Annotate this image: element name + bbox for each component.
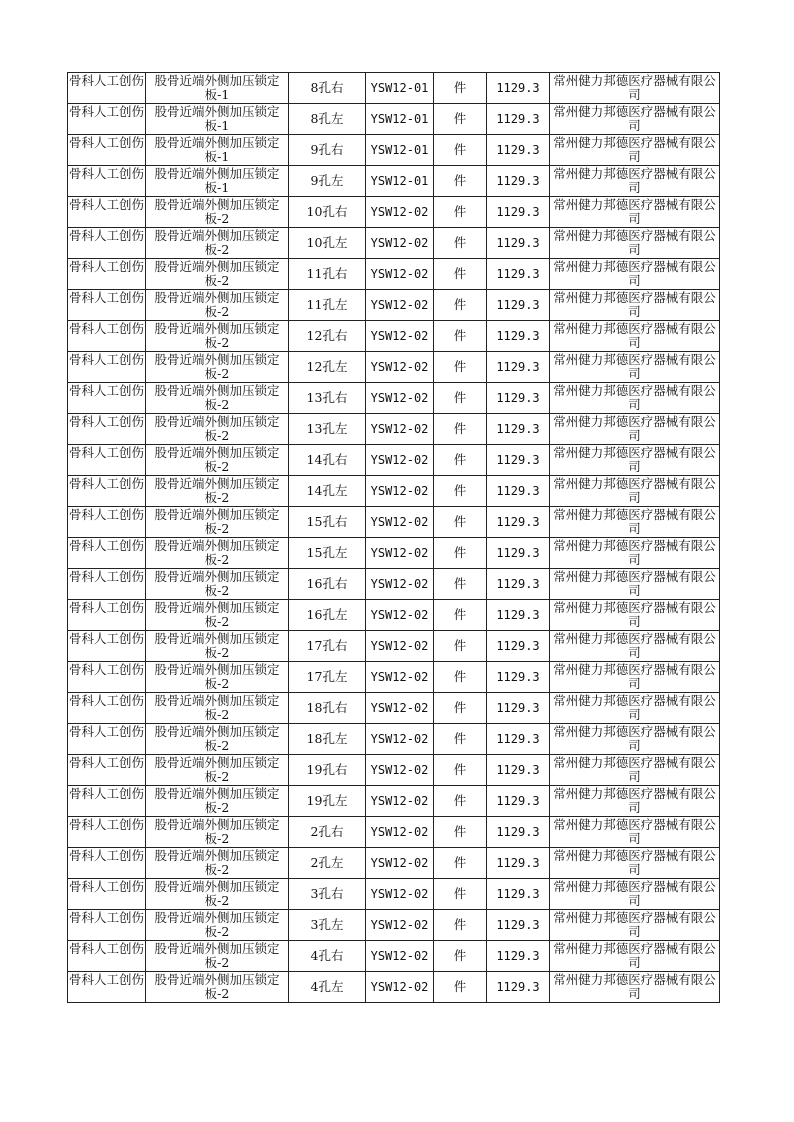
table-row — [68, 600, 720, 631]
table-row — [68, 352, 720, 383]
product-name-cell: 股骨近端外侧加压锁定板-2 — [146, 941, 289, 972]
price-cell: 1129.3 — [487, 135, 550, 166]
spec-cell: 3孔右 — [289, 879, 366, 910]
category-cell: 骨科人工创伤 — [68, 879, 146, 910]
unit-cell: 件 — [434, 383, 487, 414]
product-name-cell: 股骨近端外侧加压锁定板-2 — [146, 197, 289, 228]
manufacturer-cell: 常州健力邦德医疗器械有限公司 — [550, 228, 720, 259]
product-name-cell: 股骨近端外侧加压锁定板-2 — [146, 290, 289, 321]
spec-cell: 13孔左 — [289, 414, 366, 445]
table-row — [68, 631, 720, 662]
price-cell: 1129.3 — [487, 166, 550, 197]
model-cell: YSW12-02 — [366, 414, 434, 445]
spec-cell: 4孔右 — [289, 941, 366, 972]
model-cell: YSW12-02 — [366, 290, 434, 321]
product-name-cell: 股骨近端外侧加压锁定板-2 — [146, 476, 289, 507]
spec-cell: 16孔左 — [289, 600, 366, 631]
product-name-cell: 股骨近端外侧加压锁定板-2 — [146, 755, 289, 786]
manufacturer-cell: 常州健力邦德医疗器械有限公司 — [550, 73, 720, 104]
table-row — [68, 166, 720, 197]
product-name-cell: 股骨近端外侧加压锁定板-2 — [146, 569, 289, 600]
category-cell: 骨科人工创伤 — [68, 662, 146, 693]
price-cell: 1129.3 — [487, 910, 550, 941]
manufacturer-cell: 常州健力邦德医疗器械有限公司 — [550, 104, 720, 135]
spec-cell: 14孔左 — [289, 476, 366, 507]
spec-cell: 16孔右 — [289, 569, 366, 600]
product-name-cell: 股骨近端外侧加压锁定板-2 — [146, 662, 289, 693]
manufacturer-cell: 常州健力邦德医疗器械有限公司 — [550, 290, 720, 321]
price-cell: 1129.3 — [487, 321, 550, 352]
table-row — [68, 662, 720, 693]
model-cell: YSW12-01 — [366, 135, 434, 166]
table-row — [68, 73, 720, 104]
product-name-cell: 股骨近端外侧加压锁定板-2 — [146, 414, 289, 445]
table-row — [68, 383, 720, 414]
table-row — [68, 755, 720, 786]
model-cell: YSW12-02 — [366, 445, 434, 476]
table-row — [68, 569, 720, 600]
category-cell: 骨科人工创伤 — [68, 910, 146, 941]
model-cell: YSW12-02 — [366, 383, 434, 414]
unit-cell: 件 — [434, 879, 487, 910]
unit-cell: 件 — [434, 476, 487, 507]
spec-cell: 2孔右 — [289, 817, 366, 848]
price-cell: 1129.3 — [487, 941, 550, 972]
spec-cell: 9孔右 — [289, 135, 366, 166]
table-row — [68, 693, 720, 724]
model-cell: YSW12-01 — [366, 166, 434, 197]
manufacturer-cell: 常州健力邦德医疗器械有限公司 — [550, 476, 720, 507]
price-cell: 1129.3 — [487, 569, 550, 600]
model-cell: YSW12-02 — [366, 941, 434, 972]
unit-cell: 件 — [434, 259, 487, 290]
price-cell: 1129.3 — [487, 383, 550, 414]
model-cell: YSW12-02 — [366, 259, 434, 290]
model-cell: YSW12-01 — [366, 104, 434, 135]
model-cell: YSW12-02 — [366, 538, 434, 569]
price-cell: 1129.3 — [487, 662, 550, 693]
product-name-cell: 股骨近端外侧加压锁定板-2 — [146, 972, 289, 1003]
spec-cell: 4孔左 — [289, 972, 366, 1003]
manufacturer-cell: 常州健力邦德医疗器械有限公司 — [550, 383, 720, 414]
price-cell: 1129.3 — [487, 73, 550, 104]
model-cell: YSW12-02 — [366, 910, 434, 941]
manufacturer-cell: 常州健力邦德医疗器械有限公司 — [550, 848, 720, 879]
model-cell: YSW12-02 — [366, 724, 434, 755]
spec-cell: 8孔左 — [289, 104, 366, 135]
price-cell: 1129.3 — [487, 972, 550, 1003]
model-cell: YSW12-02 — [366, 972, 434, 1003]
unit-cell: 件 — [434, 228, 487, 259]
price-cell: 1129.3 — [487, 352, 550, 383]
category-cell: 骨科人工创伤 — [68, 848, 146, 879]
price-cell: 1129.3 — [487, 104, 550, 135]
category-cell: 骨科人工创伤 — [68, 786, 146, 817]
model-cell: YSW12-02 — [366, 321, 434, 352]
price-cell: 1129.3 — [487, 817, 550, 848]
model-cell: YSW12-02 — [366, 879, 434, 910]
product-name-cell: 股骨近端外侧加压锁定板-2 — [146, 259, 289, 290]
manufacturer-cell: 常州健力邦德医疗器械有限公司 — [550, 414, 720, 445]
table-row — [68, 135, 720, 166]
unit-cell: 件 — [434, 848, 487, 879]
spec-cell: 15孔右 — [289, 507, 366, 538]
model-cell: YSW12-02 — [366, 228, 434, 259]
manufacturer-cell: 常州健力邦德医疗器械有限公司 — [550, 569, 720, 600]
product-name-cell: 股骨近端外侧加压锁定板-2 — [146, 910, 289, 941]
product-name-cell: 股骨近端外侧加压锁定板-2 — [146, 879, 289, 910]
category-cell: 骨科人工创伤 — [68, 631, 146, 662]
price-cell: 1129.3 — [487, 507, 550, 538]
model-cell: YSW12-02 — [366, 848, 434, 879]
product-name-cell: 股骨近端外侧加压锁定板-2 — [146, 817, 289, 848]
price-cell: 1129.3 — [487, 724, 550, 755]
category-cell: 骨科人工创伤 — [68, 817, 146, 848]
category-cell: 骨科人工创伤 — [68, 724, 146, 755]
product-name-cell: 股骨近端外侧加压锁定板-2 — [146, 445, 289, 476]
unit-cell: 件 — [434, 538, 487, 569]
unit-cell: 件 — [434, 414, 487, 445]
spec-cell: 12孔右 — [289, 321, 366, 352]
manufacturer-cell: 常州健力邦德医疗器械有限公司 — [550, 321, 720, 352]
manufacturer-cell: 常州健力邦德医疗器械有限公司 — [550, 817, 720, 848]
price-cell: 1129.3 — [487, 755, 550, 786]
manufacturer-cell: 常州健力邦德医疗器械有限公司 — [550, 693, 720, 724]
product-name-cell: 股骨近端外侧加压锁定板-2 — [146, 724, 289, 755]
product-price-table — [67, 72, 720, 1003]
unit-cell: 件 — [434, 197, 487, 228]
manufacturer-cell: 常州健力邦德医疗器械有限公司 — [550, 631, 720, 662]
category-cell: 骨科人工创伤 — [68, 321, 146, 352]
unit-cell: 件 — [434, 166, 487, 197]
unit-cell: 件 — [434, 321, 487, 352]
table-row — [68, 972, 720, 1003]
price-cell: 1129.3 — [487, 259, 550, 290]
price-cell: 1129.3 — [487, 631, 550, 662]
spec-cell: 11孔左 — [289, 290, 366, 321]
table-body — [68, 73, 720, 1003]
unit-cell: 件 — [434, 724, 487, 755]
model-cell: YSW12-02 — [366, 352, 434, 383]
model-cell: YSW12-02 — [366, 476, 434, 507]
table-row — [68, 104, 720, 135]
category-cell: 骨科人工创伤 — [68, 259, 146, 290]
spec-cell: 14孔右 — [289, 445, 366, 476]
manufacturer-cell: 常州健力邦德医疗器械有限公司 — [550, 352, 720, 383]
category-cell: 骨科人工创伤 — [68, 414, 146, 445]
category-cell: 骨科人工创伤 — [68, 290, 146, 321]
category-cell: 骨科人工创伤 — [68, 538, 146, 569]
category-cell: 骨科人工创伤 — [68, 476, 146, 507]
category-cell: 骨科人工创伤 — [68, 972, 146, 1003]
spec-cell: 13孔右 — [289, 383, 366, 414]
model-cell: YSW12-02 — [366, 662, 434, 693]
unit-cell: 件 — [434, 352, 487, 383]
table-row — [68, 848, 720, 879]
unit-cell: 件 — [434, 600, 487, 631]
product-name-cell: 股骨近端外侧加压锁定板-1 — [146, 104, 289, 135]
manufacturer-cell: 常州健力邦德医疗器械有限公司 — [550, 538, 720, 569]
manufacturer-cell: 常州健力邦德医疗器械有限公司 — [550, 135, 720, 166]
table-row — [68, 228, 720, 259]
unit-cell: 件 — [434, 445, 487, 476]
unit-cell: 件 — [434, 135, 487, 166]
category-cell: 骨科人工创伤 — [68, 104, 146, 135]
manufacturer-cell: 常州健力邦德医疗器械有限公司 — [550, 662, 720, 693]
spec-cell: 17孔左 — [289, 662, 366, 693]
category-cell: 骨科人工创伤 — [68, 693, 146, 724]
price-cell: 1129.3 — [487, 476, 550, 507]
price-cell: 1129.3 — [487, 290, 550, 321]
manufacturer-cell: 常州健力邦德医疗器械有限公司 — [550, 166, 720, 197]
unit-cell: 件 — [434, 910, 487, 941]
manufacturer-cell: 常州健力邦德医疗器械有限公司 — [550, 259, 720, 290]
table-row — [68, 197, 720, 228]
spec-cell: 11孔右 — [289, 259, 366, 290]
spec-cell: 12孔左 — [289, 352, 366, 383]
product-name-cell: 股骨近端外侧加压锁定板-2 — [146, 631, 289, 662]
price-cell: 1129.3 — [487, 848, 550, 879]
product-name-cell: 股骨近端外侧加压锁定板-2 — [146, 352, 289, 383]
category-cell: 骨科人工创伤 — [68, 569, 146, 600]
category-cell: 骨科人工创伤 — [68, 755, 146, 786]
price-cell: 1129.3 — [487, 879, 550, 910]
spec-cell: 17孔右 — [289, 631, 366, 662]
manufacturer-cell: 常州健力邦德医疗器械有限公司 — [550, 755, 720, 786]
product-name-cell: 股骨近端外侧加压锁定板-2 — [146, 538, 289, 569]
product-name-cell: 股骨近端外侧加压锁定板-2 — [146, 848, 289, 879]
price-cell: 1129.3 — [487, 786, 550, 817]
table-row — [68, 414, 720, 445]
spec-cell: 18孔左 — [289, 724, 366, 755]
manufacturer-cell: 常州健力邦德医疗器械有限公司 — [550, 941, 720, 972]
model-cell: YSW12-02 — [366, 631, 434, 662]
category-cell: 骨科人工创伤 — [68, 507, 146, 538]
unit-cell: 件 — [434, 507, 487, 538]
unit-cell: 件 — [434, 817, 487, 848]
manufacturer-cell: 常州健力邦德医疗器械有限公司 — [550, 879, 720, 910]
manufacturer-cell: 常州健力邦德医疗器械有限公司 — [550, 786, 720, 817]
table-row — [68, 538, 720, 569]
manufacturer-cell: 常州健力邦德医疗器械有限公司 — [550, 507, 720, 538]
product-name-cell: 股骨近端外侧加压锁定板-1 — [146, 73, 289, 104]
price-cell: 1129.3 — [487, 693, 550, 724]
table-row — [68, 321, 720, 352]
model-cell: YSW12-01 — [366, 73, 434, 104]
table-row — [68, 259, 720, 290]
category-cell: 骨科人工创伤 — [68, 135, 146, 166]
spec-cell: 10孔左 — [289, 228, 366, 259]
unit-cell: 件 — [434, 693, 487, 724]
spec-cell: 8孔右 — [289, 73, 366, 104]
category-cell: 骨科人工创伤 — [68, 383, 146, 414]
unit-cell: 件 — [434, 941, 487, 972]
spec-cell: 3孔左 — [289, 910, 366, 941]
unit-cell: 件 — [434, 104, 487, 135]
category-cell: 骨科人工创伤 — [68, 197, 146, 228]
table-row — [68, 941, 720, 972]
category-cell: 骨科人工创伤 — [68, 941, 146, 972]
table-row — [68, 445, 720, 476]
table-row — [68, 879, 720, 910]
unit-cell: 件 — [434, 755, 487, 786]
manufacturer-cell: 常州健力邦德医疗器械有限公司 — [550, 724, 720, 755]
manufacturer-cell: 常州健力邦德医疗器械有限公司 — [550, 910, 720, 941]
unit-cell: 件 — [434, 290, 487, 321]
table-row — [68, 817, 720, 848]
product-name-cell: 股骨近端外侧加压锁定板-2 — [146, 228, 289, 259]
unit-cell: 件 — [434, 662, 487, 693]
spec-cell: 18孔右 — [289, 693, 366, 724]
category-cell: 骨科人工创伤 — [68, 228, 146, 259]
unit-cell: 件 — [434, 786, 487, 817]
table-row — [68, 724, 720, 755]
unit-cell: 件 — [434, 73, 487, 104]
product-name-cell: 股骨近端外侧加压锁定板-2 — [146, 383, 289, 414]
manufacturer-cell: 常州健力邦德医疗器械有限公司 — [550, 972, 720, 1003]
spec-cell: 2孔左 — [289, 848, 366, 879]
model-cell: YSW12-02 — [366, 600, 434, 631]
model-cell: YSW12-02 — [366, 755, 434, 786]
model-cell: YSW12-02 — [366, 693, 434, 724]
unit-cell: 件 — [434, 972, 487, 1003]
price-cell: 1129.3 — [487, 197, 550, 228]
category-cell: 骨科人工创伤 — [68, 166, 146, 197]
price-cell: 1129.3 — [487, 445, 550, 476]
price-cell: 1129.3 — [487, 414, 550, 445]
price-cell: 1129.3 — [487, 538, 550, 569]
product-name-cell: 股骨近端外侧加压锁定板-2 — [146, 600, 289, 631]
table-row — [68, 507, 720, 538]
model-cell: YSW12-02 — [366, 786, 434, 817]
manufacturer-cell: 常州健力邦德医疗器械有限公司 — [550, 600, 720, 631]
product-name-cell: 股骨近端外侧加压锁定板-2 — [146, 507, 289, 538]
spec-cell: 19孔右 — [289, 755, 366, 786]
category-cell: 骨科人工创伤 — [68, 600, 146, 631]
table-row — [68, 476, 720, 507]
price-cell: 1129.3 — [487, 228, 550, 259]
category-cell: 骨科人工创伤 — [68, 445, 146, 476]
price-cell: 1129.3 — [487, 600, 550, 631]
model-cell: YSW12-02 — [366, 197, 434, 228]
table-row — [68, 786, 720, 817]
spec-cell: 9孔左 — [289, 166, 366, 197]
table-row — [68, 290, 720, 321]
spec-cell: 10孔右 — [289, 197, 366, 228]
manufacturer-cell: 常州健力邦德医疗器械有限公司 — [550, 197, 720, 228]
category-cell: 骨科人工创伤 — [68, 352, 146, 383]
product-table-container — [67, 72, 720, 1003]
product-name-cell: 股骨近端外侧加压锁定板-2 — [146, 786, 289, 817]
unit-cell: 件 — [434, 569, 487, 600]
spec-cell: 15孔左 — [289, 538, 366, 569]
category-cell: 骨科人工创伤 — [68, 73, 146, 104]
unit-cell: 件 — [434, 631, 487, 662]
model-cell: YSW12-02 — [366, 817, 434, 848]
product-name-cell: 股骨近端外侧加压锁定板-2 — [146, 693, 289, 724]
model-cell: YSW12-02 — [366, 507, 434, 538]
product-name-cell: 股骨近端外侧加压锁定板-2 — [146, 321, 289, 352]
model-cell: YSW12-02 — [366, 569, 434, 600]
product-name-cell: 股骨近端外侧加压锁定板-1 — [146, 166, 289, 197]
manufacturer-cell: 常州健力邦德医疗器械有限公司 — [550, 445, 720, 476]
spec-cell: 19孔左 — [289, 786, 366, 817]
product-name-cell: 股骨近端外侧加压锁定板-1 — [146, 135, 289, 166]
table-row — [68, 910, 720, 941]
